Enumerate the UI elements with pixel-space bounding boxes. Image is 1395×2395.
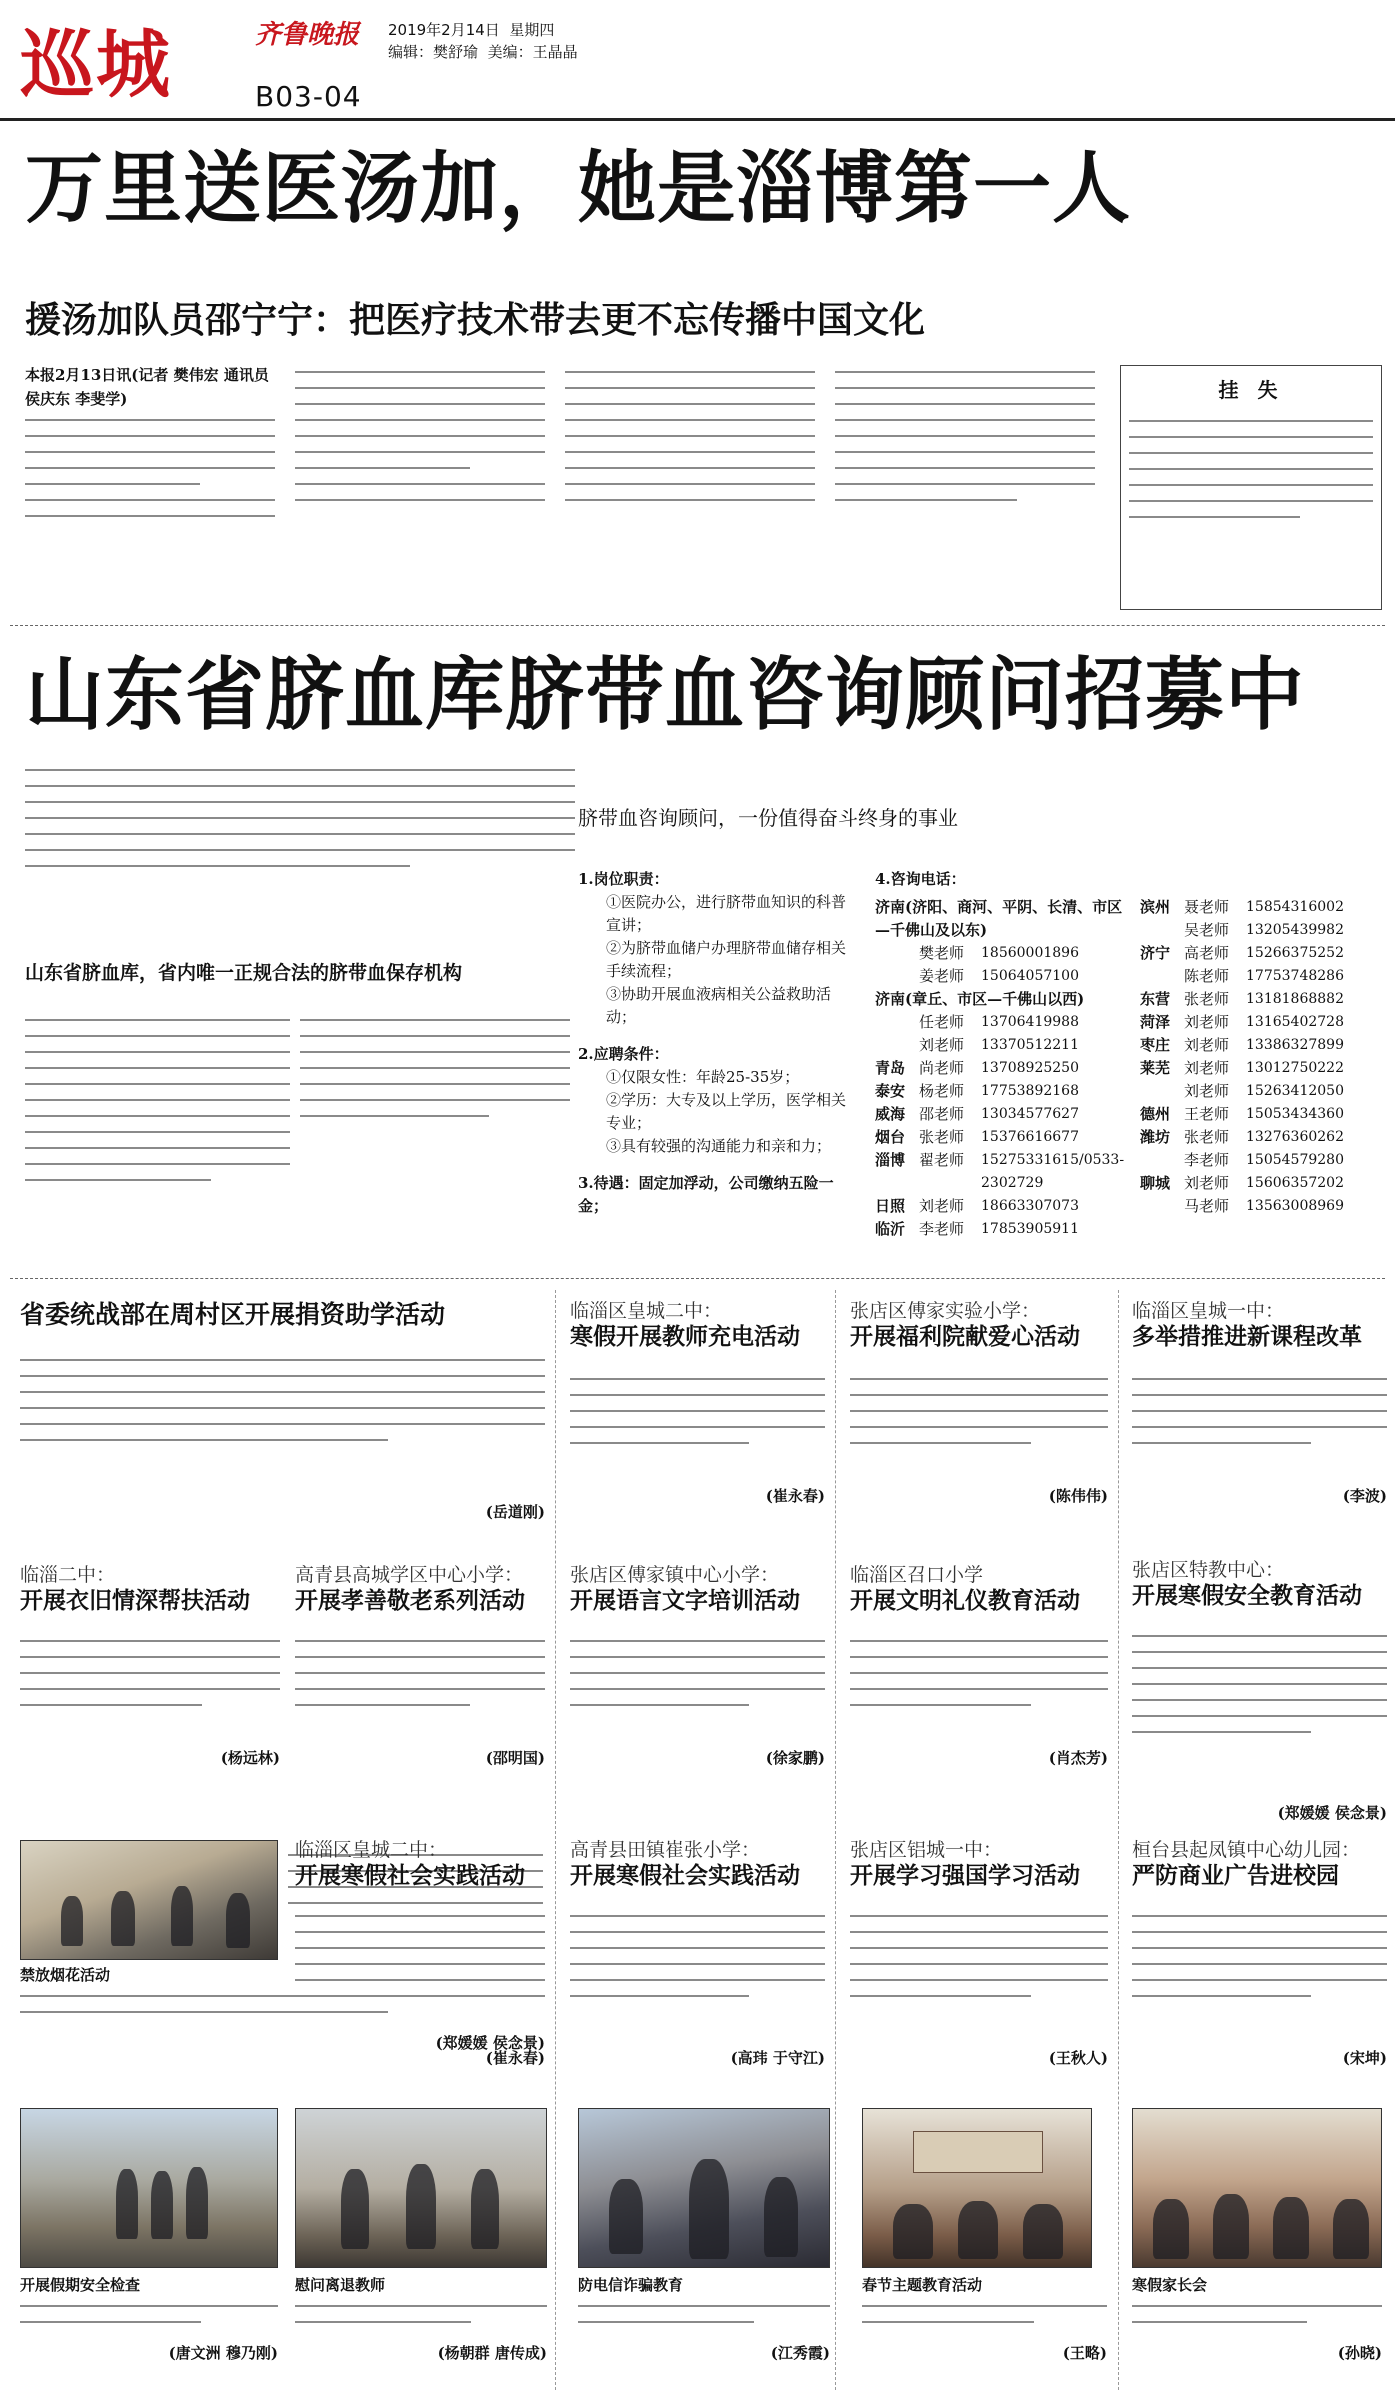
contact-city: 潍坊 [1140,1128,1171,1146]
contact-name: 吴老师 [1184,921,1230,939]
contact-name: 邵老师 [919,1105,965,1123]
contact-phone: 17753748286 [1246,968,1344,984]
contact-city [875,965,919,988]
contact-phone: 15376616677 [981,1129,1079,1145]
brief-headline: 开展衣旧情深帮扶活动 [20,1587,250,1614]
brief-9: 张店区特教中心： 开展寒假安全教育活动 (郑媛媛 侯念景) [1132,1559,1387,1822]
contact-name: 马老师 [1184,1197,1230,1215]
contact-phone: 17753892168 [981,1083,1079,1099]
caption-fireworks: 禁放烟花活动 (郑媛媛 侯念景) [20,1966,545,2052]
contact-name: 李老师 [919,1220,965,1238]
contact-row [875,1195,1135,1218]
contact-phone: 13034577627 [981,1106,1079,1122]
job-duties: 1.岗位职责： ①医院办公，进行脐带血知识的科普宣讲； ②为脐带血储户办理脐带血储存相关手续流程； ③协助开展血液病相关公益救助活动； 2.应聘条件： ①仅限女性：年龄25-35岁； ②学历：大专及以上学历，医学相关专业； ③具有较强的沟通能力和亲和力； 3.待遇：固定加浮动，公司缴纳五险一金； [578,870,847,1215]
brief-1: 省委统战部在周村区开展捐资助学活动 (岳道刚) [20,1300,545,1521]
contact-phone: 13276360262 [1246,1129,1344,1145]
contact-row [1140,1057,1385,1080]
contact-phone: 15064057100 [981,968,1079,984]
brief-5: 临淄二中： 开展衣旧情深帮扶活动 (杨远林) [20,1564,280,1767]
story1-headline: 万里送医汤加，她是淄博第一人 [25,143,1132,234]
contact-city: 济南(章丘、市区—千佛山以西) [875,990,1085,1008]
photo-retired-teachers [295,2108,547,2268]
brief-headline: 寒假开展教师充电活动 [570,1323,800,1350]
story2-slogan: 脐带血咨询顾问，一份值得奋斗终身的事业 [578,806,958,830]
contact-row [875,965,1135,988]
caption-retired-teachers: 慰问离退教师 (杨朝群 唐传成) [295,2276,547,2362]
contact-city: 枣庄 [1140,1036,1171,1054]
contact-row [875,1034,1135,1057]
contact-row [1140,1126,1385,1149]
story1-col2 [295,362,545,602]
story1-subheadline: 援汤加队员邵宁宁：把医疗技术带去更不忘传播中国文化 [25,299,926,341]
contact-city: 青岛 [875,1059,906,1077]
contact-name: 李老师 [1184,1151,1230,1169]
contact-phone: 15275331615/0533-2302729 [981,1152,1125,1191]
contact-name: 陈老师 [1184,967,1230,985]
contact-name: 翟老师 [919,1151,965,1169]
brief-6: 高青县高城学区中心小学： 开展孝善敬老系列活动 (邵明国) [295,1564,545,1767]
lost-notice-text [1129,411,1373,596]
contacts-left [875,896,1135,1241]
contact-name: 杨老师 [919,1082,965,1100]
contact-phone: 13386327899 [1246,1037,1344,1053]
contact-row [1140,919,1385,942]
contact-name: 尚老师 [919,1059,965,1077]
contact-city: 滨州 [1140,898,1171,916]
brief-12: 张店区铝城一中： 开展学习强国学习活动 (王秋人) [850,1839,1108,2067]
contact-phone: 17853905911 [981,1221,1079,1237]
caption-fraud-education: 防电信诈骗教育 (江秀霞) [578,2276,830,2362]
photo-fireworks [20,1840,278,1960]
contact-name: 高老师 [1184,944,1230,962]
story1-col4 [835,362,1095,602]
job-item: ③协助开展血液病相关公益救助活动； [606,985,832,1026]
caption-safety-check: 开展假期安全检查 (唐文洲 穆乃刚) [20,2276,278,2362]
contact-name: 刘老师 [1184,1082,1230,1100]
newspaper-logo: 齐鲁晚报 [255,20,360,50]
contact-city: 济南(济阳、商河、平阴、长清、市区—千佛山及以东) [875,898,1123,939]
brief-headline: 省委统战部在周村区开展捐资助学活动 [20,1300,446,1329]
lost-notice-box [1120,365,1382,610]
contact-phone: 15053434360 [1246,1106,1344,1122]
contact-city: 临沂 [875,1220,906,1238]
contact-phone: 15266375252 [1246,945,1344,961]
contact-name: 刘老师 [919,1197,965,1215]
contact-name: 樊老师 [919,944,965,962]
contact-city: 泰安 [875,1082,906,1100]
story2-headline: 山东省脐血库脐带血咨询顾问招募中 [25,648,1305,741]
contact-phone: 13012750222 [1246,1060,1344,1076]
contact-row [875,988,1135,1034]
contact-city [875,942,919,965]
req-item: ③具有较强的沟通能力和亲和力； [606,1137,832,1155]
brief-headline: 严防商业广告进校园 [1132,1862,1339,1889]
contact-phone: 13563008969 [1246,1198,1344,1214]
brief-3: 张店区傅家实验小学： 开展福利院献爱心活动 (陈伟伟) [850,1300,1108,1505]
contact-name: 张老师 [1184,1128,1230,1146]
contact-name: 刘老师 [1184,1174,1230,1192]
contact-name: 张老师 [919,1128,965,1146]
section-title: 巡城 [20,22,172,108]
contact-row [875,1126,1135,1149]
contact-row [1140,988,1385,1011]
contact-name: 刘老师 [919,1036,965,1054]
contact-city [1140,1080,1184,1103]
brief-8: 临淄区召口小学 开展文明礼仪教育活动 (肖杰芳) [850,1564,1108,1767]
contact-city [875,1034,919,1057]
contact-phone: 13708925250 [981,1060,1079,1076]
brief-headline: 开展文明礼仪教育活动 [850,1587,1080,1614]
contact-city: 聊城 [1140,1174,1171,1192]
contact-phone: 15606357202 [1246,1175,1344,1191]
brief-13: 桓台县起凤镇中心幼儿园： 严防商业广告进校园 (宋坤) [1132,1839,1387,2067]
page-code: B03-04 [255,80,362,113]
editor-credits: 编辑：樊舒瑜 美编：王晶晶 [388,43,578,61]
contact-phone: 18663307073 [981,1198,1079,1214]
contact-name: 张老师 [1184,990,1230,1008]
contact-city: 莱芜 [1140,1059,1171,1077]
contact-row [875,1080,1135,1103]
contact-phone: 13706419988 [981,1014,1079,1030]
contact-name: 刘老师 [1184,1013,1230,1031]
story2-col1 [25,1010,290,1275]
contact-row [1140,1103,1385,1126]
contact-city: 威海 [875,1105,906,1123]
brief-11: 高青县田镇崔张小学： 开展寒假社会实践活动 (高玮 于守江) [570,1839,825,2067]
contact-city [1140,1195,1184,1218]
brief-headline: 开展学习强国学习活动 [850,1862,1080,1889]
caption-festival-education: 春节主题教育活动 (王略) [862,2276,1107,2362]
brief-headline: 多举措推进新课程改革 [1132,1323,1362,1350]
lost-notice-title: 挂 失 [1218,378,1284,402]
contact-phone: 13205439982 [1246,922,1344,938]
req-item: ②学历：大专及以上学历，医学相关专业； [606,1091,847,1132]
contact-row [1140,1149,1385,1172]
brief-headline: 开展寒假社会实践活动 [295,1862,525,1889]
contact-city [1140,919,1184,942]
story1-col1 [25,410,275,600]
brief-headline: 开展孝善敬老系列活动 [295,1587,525,1614]
brief-10: 临淄区皇城二中： 开展寒假社会实践活动 (崔永春) [295,1839,545,2067]
contact-row [1140,1034,1385,1057]
contact-phone: 15263412050 [1246,1083,1344,1099]
photo-festival-education [862,2108,1092,2268]
contact-name: 刘老师 [1184,1036,1230,1054]
contact-name: 王老师 [1184,1105,1230,1123]
contact-row [1140,965,1385,988]
issue-date: 2019年2月14日 星期四 [388,21,555,39]
story1-byline: 本报2月13日讯(记者 樊伟宏 通讯员 侯庆东 李斐学) [25,366,269,408]
contact-city: 东营 [1140,990,1171,1008]
contact-phone: 15054579280 [1246,1152,1344,1168]
contact-name: 任老师 [919,1013,965,1031]
contact-phone: 18560001896 [981,945,1079,961]
job-item: ①医院办公，进行脐带血知识的科普宣讲； [606,893,847,934]
brief-headline: 开展福利院献爱心活动 [850,1323,1080,1350]
contact-phone: 13181868882 [1246,991,1344,1007]
contact-row [875,1218,1135,1241]
story2-intro [25,760,575,935]
brief-headline: 开展寒假安全教育活动 [1132,1582,1362,1609]
contact-name: 姜老师 [919,967,965,985]
contact-phone: 13370512211 [981,1037,1079,1053]
story2-col2 [300,1010,570,1190]
contact-row [875,1057,1135,1080]
contact-city: 济宁 [1140,944,1171,962]
contact-phone: 13165402728 [1246,1014,1344,1030]
req-item: ①仅限女性：年龄25-35岁； [606,1068,800,1086]
brief-4: 临淄区皇城一中： 多举措推进新课程改革 (李波) [1132,1300,1387,1505]
contact-city [875,1011,919,1034]
section-divider [10,1278,1385,1279]
photo-parent-meeting [1132,2108,1382,2268]
caption-parent-meeting: 寒假家长会 (孙晓) [1132,2276,1382,2362]
brief-7: 张店区傅家镇中心小学： 开展语言文字培训活动 (徐家鹏) [570,1564,825,1767]
contact-city [1140,965,1184,988]
contact-city [1140,1149,1184,1172]
contact-name: 聂老师 [1184,898,1230,916]
contact-row [1140,1080,1385,1103]
contact-city: 德州 [1140,1105,1171,1123]
contact-row [1140,1195,1385,1218]
contact-heading: 4.咨询电话： [875,870,966,888]
contact-phone: 15854316002 [1246,899,1344,915]
contact-row [875,1103,1135,1126]
contact-row [1140,942,1385,965]
section-divider [10,625,1385,626]
contact-row [1140,1011,1385,1034]
photo-fraud-education [578,2108,830,2268]
contacts-right [1140,896,1385,1218]
contact-name: 刘老师 [1184,1059,1230,1077]
contact-city: 淄博 [875,1151,906,1169]
brief-headline: 开展寒假社会实践活动 [570,1862,800,1889]
contact-row [875,896,1135,965]
contact-row [1140,896,1385,919]
contact-row [1140,1172,1385,1195]
story2-section-title: 山东省脐血库，省内唯一正规合法的脐带血保存机构 [25,962,463,984]
job-item: ②为脐带血储户办理脐带血储存相关手续流程； [606,939,847,980]
contact-row [875,1149,1135,1195]
contact-city: 菏泽 [1140,1013,1171,1031]
brief-2: 临淄区皇城二中： 寒假开展教师充电活动 (崔永春) [570,1300,825,1505]
brief-headline: 开展语言文字培训活动 [570,1587,800,1614]
photo-safety-check [20,2108,278,2268]
masthead-rule [0,118,1395,121]
contact-city: 烟台 [875,1128,906,1146]
contact-city: 日照 [875,1197,906,1215]
story1-col3 [565,362,815,602]
